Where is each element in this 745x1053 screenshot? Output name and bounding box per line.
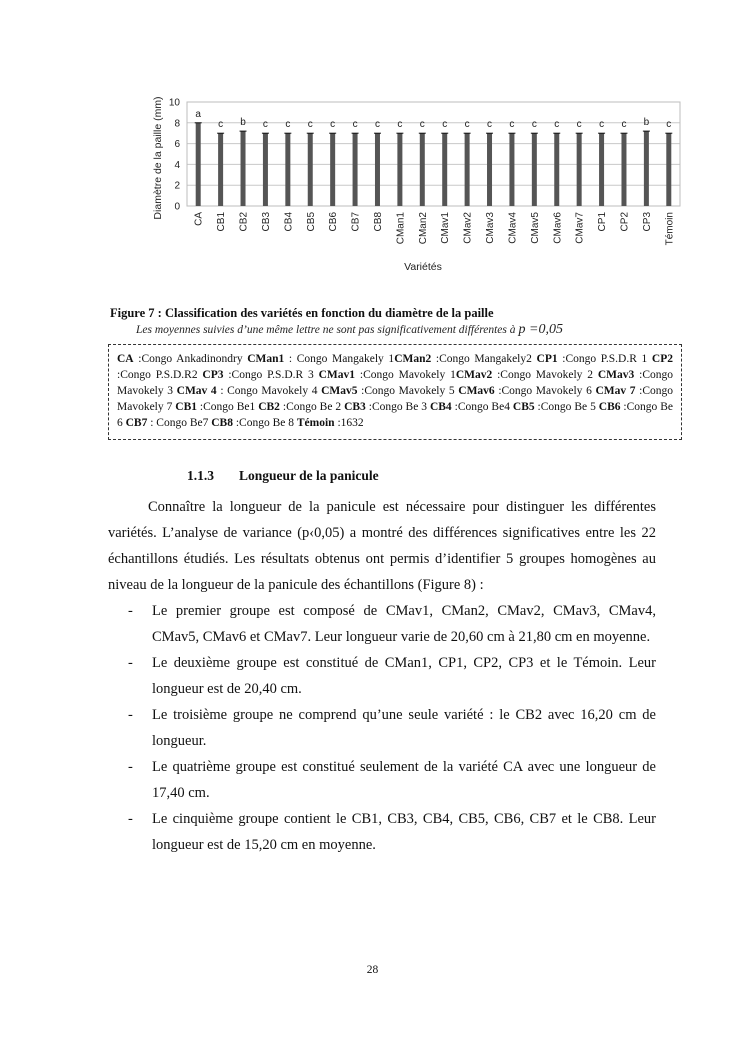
bar xyxy=(532,133,537,206)
y-tick-label: 2 xyxy=(174,180,180,192)
bar-chart xyxy=(0,0,745,290)
legend-code: CB6 xyxy=(598,401,621,413)
bullet-dash: - xyxy=(128,759,133,775)
y-tick-label: 4 xyxy=(174,159,180,171)
bar xyxy=(397,133,402,206)
x-tick-label: CMan2 xyxy=(417,212,429,245)
bar xyxy=(241,131,246,206)
legend-name: :Congo Be 8 xyxy=(232,417,297,429)
legend-name: :Congo P.S.D.R 3 xyxy=(223,369,319,381)
legend-name: :Congo Be4 xyxy=(451,401,513,413)
bar xyxy=(554,133,559,206)
subcaption-text: Les moyennes suivies d’une même lettre ne sont pas significativement différentes à xyxy=(136,324,516,336)
bullet-dash: - xyxy=(128,655,133,671)
x-tick-label: CP1 xyxy=(597,212,609,232)
x-tick-label: CB7 xyxy=(350,212,362,232)
legend-name: :Congo Mavokely 7 xyxy=(117,385,673,413)
legend-code: CB5 xyxy=(512,401,535,413)
bar xyxy=(308,133,313,206)
x-tick-label: CP2 xyxy=(619,212,631,232)
p-value: p =0,05 xyxy=(518,322,563,337)
significance-letter: c xyxy=(576,119,582,131)
legend-name: : Congo Mavokely 4 xyxy=(216,385,322,397)
x-tick-label: CA xyxy=(193,212,205,226)
x-tick-label: CMav7 xyxy=(574,212,586,244)
legend-code: Témoin xyxy=(296,417,335,429)
x-tick-label: CMav4 xyxy=(507,212,519,244)
legend-name: :Congo Mavokely 6 xyxy=(494,385,596,397)
y-tick-label: 10 xyxy=(168,97,180,109)
significance-letter: c xyxy=(487,119,493,131)
group-list-item xyxy=(108,598,656,650)
legend-code: CB8 xyxy=(211,417,233,429)
bar xyxy=(420,133,425,206)
significance-letter: c xyxy=(218,119,224,131)
legend-code: CA xyxy=(117,353,134,365)
significance-letter: b xyxy=(240,117,246,129)
section-title: Longueur de la panicule xyxy=(239,468,379,483)
legend-name: :Congo Mavokely 3 xyxy=(117,369,674,397)
bar xyxy=(509,133,514,206)
legend-code: CMav5 xyxy=(321,385,358,397)
x-tick-label: CB5 xyxy=(305,212,317,232)
group-list-item xyxy=(108,702,656,754)
y-axis-label: Diamètre de la paille (mm) xyxy=(152,96,164,220)
bar xyxy=(465,133,470,206)
group-list-item xyxy=(108,754,656,806)
legend-name: : Congo Be7 xyxy=(147,417,212,429)
x-tick-label: CMav3 xyxy=(485,212,497,244)
bar xyxy=(375,133,380,206)
bullet-dash: - xyxy=(128,811,133,827)
bullet-dash: - xyxy=(128,707,133,723)
legend-name: :Congo Be 2 xyxy=(279,401,345,413)
y-tick-label: 6 xyxy=(174,139,180,151)
significance-letter: c xyxy=(419,119,425,131)
significance-letter: c xyxy=(352,119,358,131)
x-tick-label: CB3 xyxy=(260,212,272,232)
legend-name: :1632 xyxy=(334,417,364,429)
body-text xyxy=(108,494,656,858)
x-tick-label: CP3 xyxy=(641,212,653,232)
legend-code: CMan1 xyxy=(247,353,285,365)
x-tick-label: CMav5 xyxy=(529,212,541,244)
group-list-text: Le quatrième groupe est constitué seulement de la variété CA avec une longueur de 17,40 cm. xyxy=(152,759,656,801)
legend-code: CMav 7 xyxy=(595,385,636,397)
legend-code: CB3 xyxy=(344,401,366,413)
significance-letter: c xyxy=(330,119,336,131)
x-tick-label: CB6 xyxy=(328,212,340,232)
bar xyxy=(599,133,604,206)
legend-name: :Congo Mavokely 5 xyxy=(357,385,459,397)
significance-letter: b xyxy=(643,117,650,129)
bar xyxy=(353,133,358,206)
bar xyxy=(666,133,671,206)
legend-name: :Congo Mangakely2 xyxy=(431,353,537,365)
legend-name: :Congo Mavokely 1 xyxy=(355,369,456,381)
significance-letter: c xyxy=(262,119,268,131)
x-tick-label: CMav1 xyxy=(440,212,452,244)
x-tick-label: CB1 xyxy=(216,212,228,232)
x-tick-label: CB2 xyxy=(238,212,250,232)
significance-letter: c xyxy=(554,119,560,131)
legend-code: CB2 xyxy=(258,401,280,413)
x-tick-label: CMav2 xyxy=(462,212,474,244)
legend-code: CMan2 xyxy=(394,353,432,365)
group-list-text: Le troisième groupe ne comprend qu’une seule variété : le CB2 avec 16,20 cm de longueur. xyxy=(152,707,656,749)
group-list xyxy=(108,598,656,858)
legend-code: CB4 xyxy=(429,401,452,413)
legend-code: CB1 xyxy=(175,401,197,413)
variety-legend-box xyxy=(108,344,682,440)
legend-code: CP2 xyxy=(651,353,673,365)
x-tick-label: CMan1 xyxy=(395,212,407,245)
significance-letter: c xyxy=(442,119,448,131)
legend-name: :Congo Ankadinondry xyxy=(133,353,248,365)
bar xyxy=(577,133,582,206)
bar xyxy=(285,133,290,206)
x-tick-label: CMav6 xyxy=(552,212,564,244)
group-list-text: Le cinquième groupe contient le CB1, CB3, CB4, CB5, CB6, CB7 et le CB8. Leur longueur est de 15,20 cm en moyenne. xyxy=(152,811,656,853)
figure-subcaption xyxy=(136,322,676,338)
legend-code: CMav 4 xyxy=(176,385,217,397)
significance-letter: c xyxy=(509,119,515,131)
bar xyxy=(330,133,335,206)
bullet-dash: - xyxy=(128,603,133,619)
group-list-item xyxy=(108,650,656,702)
bar xyxy=(263,133,268,206)
legend-name: :Congo P.S.D.R 1 xyxy=(557,353,652,365)
legend-code: CMav6 xyxy=(458,385,495,397)
section-heading xyxy=(187,468,379,484)
figure-caption: Figure 7 : Classification des variétés en fonction du diamètre de la paille xyxy=(110,306,494,320)
plot-area xyxy=(187,102,680,206)
legend-name: :Congo Be 3 xyxy=(365,401,430,413)
group-list-text: Le deuxième groupe est constitué de CMan1, CP1, CP2, CP3 et le Témoin. Leur longueur est de 20,40 cm. xyxy=(152,655,656,697)
significance-letter: c xyxy=(397,119,403,131)
bar xyxy=(644,131,649,206)
significance-letter: c xyxy=(666,119,672,131)
x-tick-label: CB8 xyxy=(372,212,384,232)
y-tick-label: 8 xyxy=(174,118,180,130)
legend-code: CB7 xyxy=(125,417,148,429)
intro-paragraph: Connaître la longueur de la panicule est nécessaire pour distinguer les différentes variétés. L’analyse de variance (p‹0,05) a montré des différences significatives entre les 22 échantillons étudiés. Les résultats obtenus ont permis d’identifier 5 groupes homogènes au niveau de la longueur de la panicule des échantillons (Figure 8) : xyxy=(108,499,656,593)
bar xyxy=(487,133,492,206)
significance-letter: c xyxy=(307,119,313,131)
legend-code: CMav2 xyxy=(455,369,493,381)
significance-letter: c xyxy=(374,119,380,131)
page-number: 28 xyxy=(366,964,379,976)
x-axis-label: Variétés xyxy=(404,261,442,273)
legend-name: :Congo Be1 xyxy=(197,401,259,413)
legend-name: :Congo Be 5 xyxy=(534,401,599,413)
significance-letter: a xyxy=(195,108,201,120)
legend-name: :Congo Be 6 xyxy=(117,401,674,429)
legend-code: CP1 xyxy=(536,353,558,365)
significance-letter: c xyxy=(531,119,537,131)
significance-letter: c xyxy=(621,119,627,131)
bar xyxy=(442,133,447,206)
legend-code: CP3 xyxy=(202,369,224,381)
legend-name: :Congo Mavokely 2 xyxy=(492,369,598,381)
significance-letter: c xyxy=(464,119,470,131)
section-number: 1.1.3 xyxy=(187,468,214,483)
bar xyxy=(196,123,201,206)
legend-code: CMav3 xyxy=(597,369,635,381)
legend-name: : Congo Mangakely 1 xyxy=(284,353,395,365)
legend-name: :Congo P.S.D.R2 xyxy=(117,369,203,381)
x-tick-label: CB4 xyxy=(283,212,295,232)
significance-letter: c xyxy=(599,119,605,131)
x-tick-label: Témoin xyxy=(664,212,676,246)
group-list-item xyxy=(108,806,656,858)
bar xyxy=(218,133,223,206)
legend-code: CMav1 xyxy=(318,369,356,381)
significance-letter: c xyxy=(285,119,291,131)
y-tick-label: 0 xyxy=(174,201,180,213)
group-list-text: Le premier groupe est composé de CMav1, CMan2, CMav2, CMav3, CMav4, CMav5, CMav6 et CMav7. Leur longueur varie de 20,60 cm à 21,80 cm en moyenne. xyxy=(152,603,656,645)
bar xyxy=(621,133,626,206)
